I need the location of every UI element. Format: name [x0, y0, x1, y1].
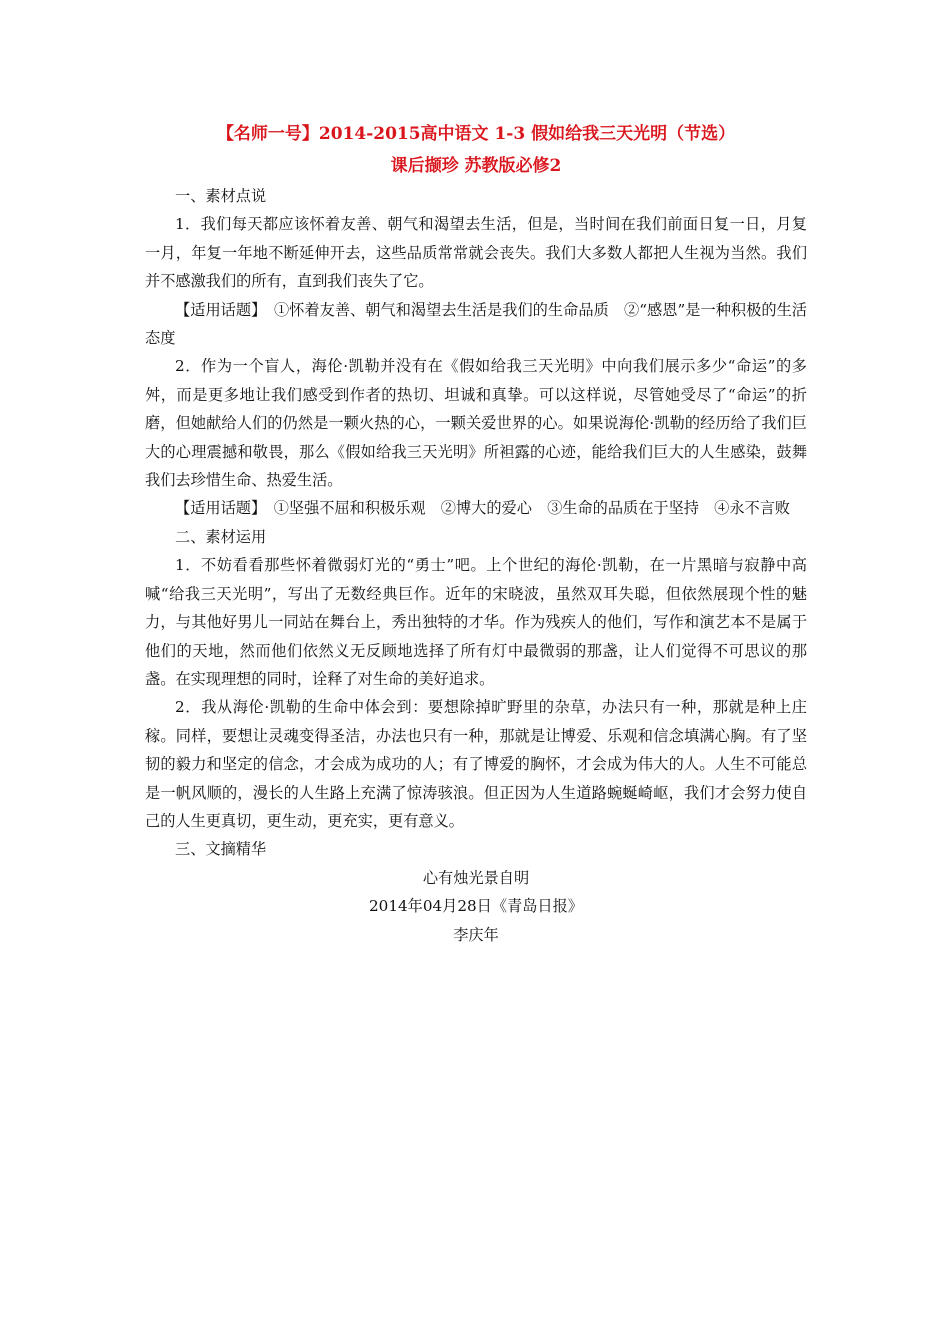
document-body: [145, 118, 807, 949]
title-line-1: 【名师一号】2014-2015高中语文 1-3 假如给我三天光明（节选）: [216, 124, 736, 144]
document-title: [145, 118, 807, 182]
section1-topic-1: 【适用话题】 ①怀着友善、朝气和渴望去生活是我们的生命品质 ②“感恩”是一种积极的生活态度: [145, 300, 807, 348]
section1-topic-2: 【适用话题】 ①坚强不屈和积极乐观 ②博大的爱心 ③生命的品质在于坚持 ④永不言败: [175, 499, 791, 518]
section2-paragraph-2: 2．我从海伦·凯勒的生命中体会到：要想除掉旷野里的杂草，办法只有一种，那就是种上庄稼。同样，要想让灵魂变得圣洁，办法也只有一种，那就是让博爱、乐观和信念填满心胸。有了坚韧的毅力和坚定的信念，才会成为成功的人；有了博爱的胸怀，才会成为伟大的人。人生不可能总是一帆风顺的，漫长的人生路上充满了惊涛骇浪。但正因为人生道路蜿蜒崎岖，我们才会努力使自己的人生更真切，更生动，更充实，更有意义。: [145, 698, 807, 830]
section2-heading: 二、素材运用: [175, 527, 267, 546]
article-author: 李庆年: [453, 925, 499, 944]
section1-paragraph-1: 1．我们每天都应该怀着友善、朝气和渴望去生活，但是，当时间在我们前面日复一日，月复一月，年复一年地不断延伸开去，这些品质常常就会丧失。我们大多数人都把人生视为当然。我们并不感激我们的所有，直到我们丧失了它。: [145, 215, 807, 291]
section1-heading: 一、素材点说: [175, 187, 267, 205]
section2-paragraph-1: 1．不妨看看那些怀着微弱灯光的“勇士”吧。上个世纪的海伦·凯勒，在一片黑暗与寂静中高喊“给我三天光明”，写出了无数经典巨作。近年的宋晓波，虽然双耳失聪，但依然展现个性的魅力，与其他好男儿一同站在舞台上，秀出独特的才华。作为残疾人的他们，写作和演艺本不是属于他们的天地，然而他们依然义无反顾地选择了所有灯中最微弱的那盏，让人们觉得不可思议的那盏。在实现理想的同时，诠释了对生命的美好追求。: [145, 556, 807, 688]
section3-heading: 三、文摘精华: [175, 840, 267, 859]
article-title: 心有烛光景自明: [422, 868, 530, 887]
article-source: 2014年04月28日《青岛日报》: [369, 897, 583, 916]
section1-paragraph-2: 2．作为一个盲人，海伦·凯勒并没有在《假如给我三天光明》中向我们展示多少“命运”的多舛，而是更多地让我们感受到作者的热切、坦诚和真挚。可以这样说，尽管她受尽了“命运”的折磨，但她献给人们的仍然是一颗火热的心，一颗关爱世界的心。如果说海伦·凯勒的经历给了我们巨大的心理震撼和敬畏，那么《假如给我三天光明》所袒露的心迹，能给我们巨大的人生感染，鼓舞我们去珍惜生命、热爱生活。: [145, 357, 807, 490]
title-line-2: 课后撷珍 苏教版必修2: [390, 156, 562, 176]
